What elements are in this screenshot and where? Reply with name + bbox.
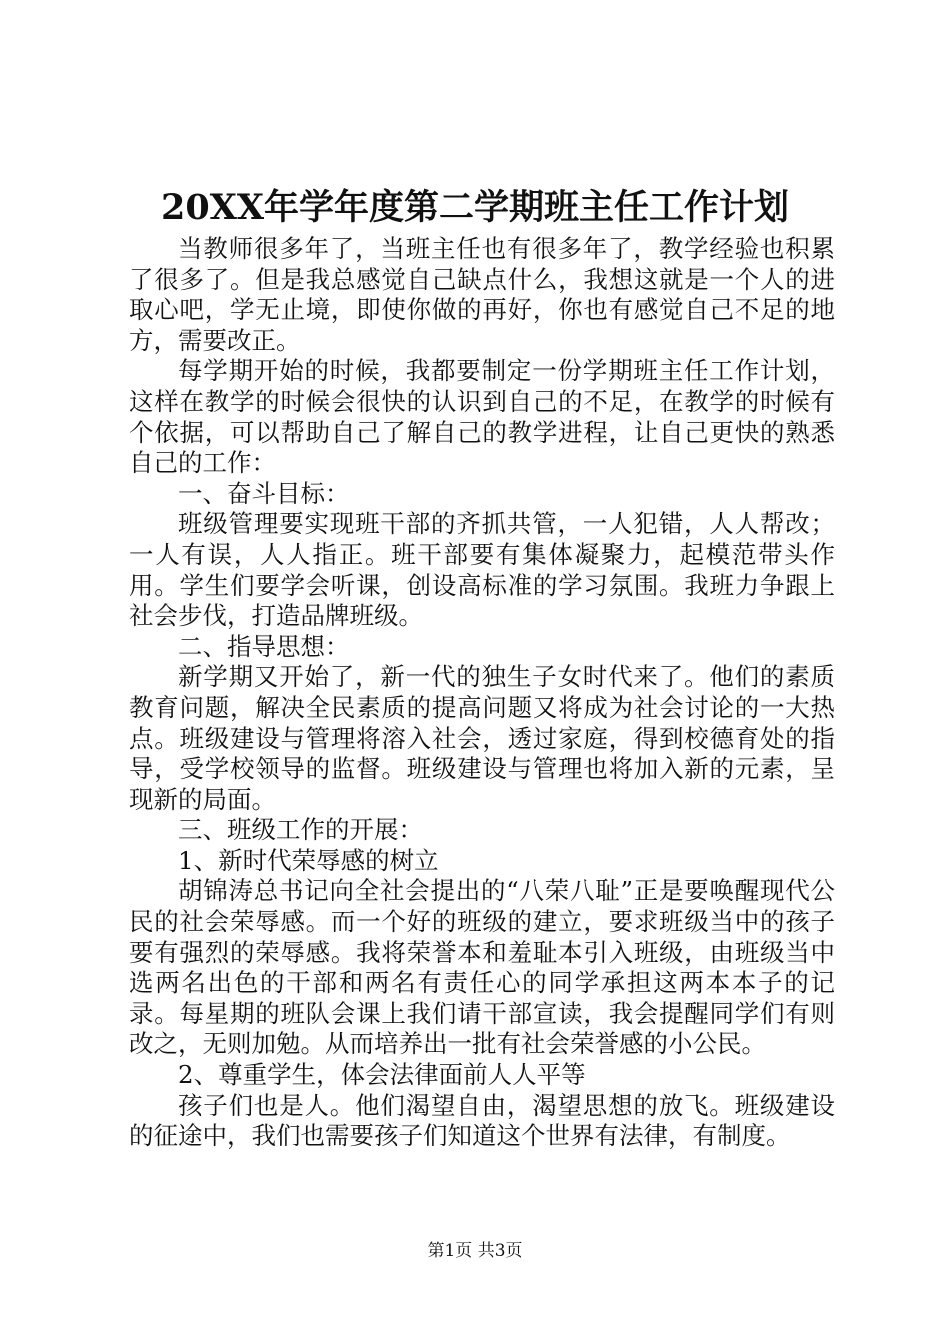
section-heading-guiding-thought: 二、指导思想： xyxy=(178,631,350,661)
subheading-respect-students: 2、尊重学生，体会法律面前人人平等 xyxy=(178,1060,586,1090)
paragraph-goals: 班级管理要实现班干部的齐抓共管，一人犯错，人人帮改；一人有误，人人指正。班干部要有集体凝聚力，起模范带头作用。学生们要学会听课，创设高标准的学习氛围。我班力争跟上社会步伐，打造品牌班级。 xyxy=(129,509,835,631)
subheading-honor-shame: 1、新时代荣辱感的树立 xyxy=(178,845,439,875)
paragraph-honor-shame: 胡锦涛总书记向全社会提出的“八荣八耻”正是要唤醒现代公民的社会荣辱感。而一个好的班级的建立，要求班级当中的孩子要有强烈的荣辱感。我将荣誉本和羞耻本引入班级，由班级当中选两名出色的干部和两名有责任心的同学承担这两本本子的记录。每星期的班队会课上我们请干部宣读，我会提醒同学们有则改之，无则加勉。从而培养出一批有社会荣誉感的小公民。 xyxy=(129,876,835,1059)
page-indicator: 第1页 共3页 xyxy=(427,1241,523,1261)
section-heading-class-work: 三、班级工作的开展： xyxy=(178,815,423,845)
paragraph-plan-purpose: 每学期开始的时候，我都要制定一份学期班主任工作计划，这样在教学的时候会很快的认识到自己的不足，在教学的时候有个依据，可以帮助自己了解自己的教学进程，让自己更快的熟悉自己的工作： xyxy=(129,356,835,478)
paragraph-respect-students: 孩子们也是人。他们渴望自由，渴望思想的放飞。班级建设的征途中，我们也需要孩子们知道这个世界有法律，有制度。 xyxy=(129,1090,835,1151)
paragraph-guiding-thought: 新学期又开始了，新一代的独生子女时代来了。他们的素质教育问题，解决全民素质的提高问题又将成为社会讨论的一大热点。班级建设与管理将溶入社会，透过家庭，得到校德育处的指导，受学校领导的监督。班级建设与管理也将加入新的元素，呈现新的局面。 xyxy=(129,662,835,814)
document-body xyxy=(129,234,835,1152)
paragraph-intro: 当教师很多年了，当班主任也有很多年了，教学经验也积累了很多了。但是我总感觉自己缺点什么，我想这就是一个人的进取心吧，学无止境，即使你做的再好，你也有感觉自己不足的地方，需要改正。 xyxy=(129,234,835,355)
document-title: 20XX年学年度第二学期班主任工作计划 xyxy=(160,187,790,228)
section-heading-goals: 一、奋斗目标： xyxy=(178,478,350,508)
